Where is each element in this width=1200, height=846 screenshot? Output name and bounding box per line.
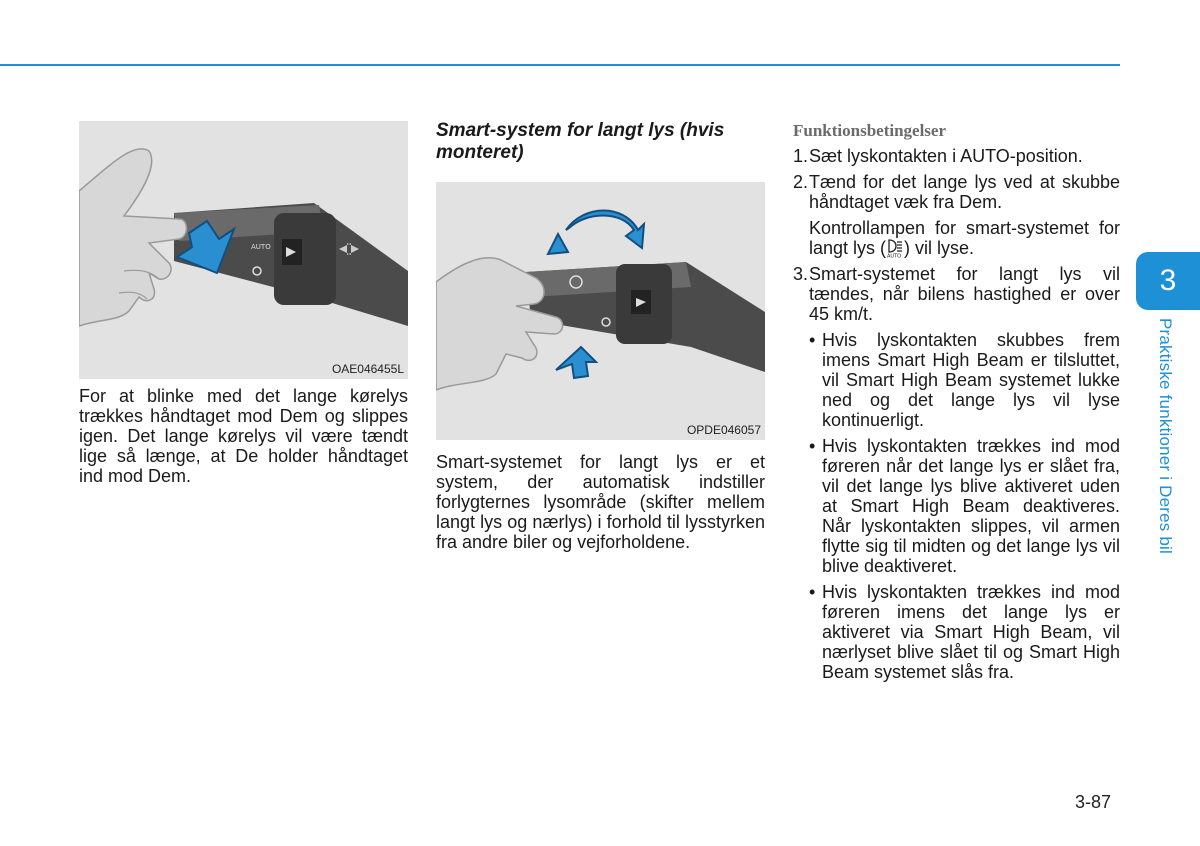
bullet-item [793,436,1120,576]
figure-stalk-flash [79,121,408,379]
flash-instructions: For at blinke med det lange kørelys trækkes håndtaget mod Dem og slippes igen. Det lange kørelys vil være tændt lige så længe, at De holder håndtaget ind mod Dem. [79,386,408,486]
list-item [793,172,1120,258]
page-number: 3-87 [1075,792,1112,812]
operating-conditions-heading: Funktionsbetingelser [793,121,947,140]
lamp-icon-text: AUTO [887,253,902,258]
auto-high-beam-indicator-icon [886,238,904,258]
chapter-number-tab: 3 [1136,252,1200,310]
list-number: 3. [793,264,809,284]
section-title: Smart-system for langt lys (hvis monteret) [436,120,725,163]
smart-system-description: Smart-systemet for langt lys er et system, der automatisk indstiller forlygternes lysområde (skifter mellem langt lys og nærlys) i forhold til lysstyrken fra andre biler og vejforholdene. [436,452,765,552]
list-text: Tænd for det lange lys ved at skubbe håndtaget væk fra Dem. [809,172,1120,212]
figure-code: OAE046455L [331,362,404,376]
bullet-item [793,330,1120,430]
stalk-push-illustration [436,182,765,440]
list-text: Smart-systemet for langt lys vil tændes, når bilens hastighed er over 45 km/t. [809,264,1120,324]
header-rule [0,64,1120,66]
operating-conditions-list [793,146,1120,688]
list-item [793,264,1120,324]
bullet-dot: • [809,436,816,456]
chapter-title: Praktiske funktioner i Deres bil [1156,318,1175,554]
list-item [793,146,1120,166]
figure-smart-high-beam [436,182,765,440]
bullet-text: Hvis lyskontakten trækkes ind mod føreren imens det lange lys er aktiveret via Smart High Beam, vil nærlyset blive slået til og Smart High Beam systemet slås fra. [822,582,1120,682]
bullet-dot: • [809,330,816,350]
bullet-text: Hvis lyskontakten skubbes frem imens Smart High Beam er tilsluttet, vil Smart High Beam systemet lukke ned og det lange lys vil lyse kontinuerligt. [822,330,1120,430]
bullet-item [793,582,1120,682]
stalk-pull-illustration [79,121,408,379]
svg-text:AUTO: AUTO [251,243,271,251]
list-number: 1. [793,146,809,166]
bullet-text: Hvis lyskontakten trækkes ind mod føreren når det lange lys er slået fra, vil det lange lys blive aktiveret uden at Smart High Beam deaktiveres. Når lyskontakten slippes, vil armen flytte sig til midten og det lange lys vil blive deaktiveret. [822,436,1120,576]
list-number: 2. [793,172,809,192]
bullet-dot: • [809,582,816,602]
figure-code: OPDE046057 [686,423,761,437]
list-text: Sæt lyskontakten i AUTO-position. [809,146,1083,166]
indicator-note: Kontrollampen for smart-systemet for langt lys ( AUTO ) vil lyse. [809,218,1120,258]
